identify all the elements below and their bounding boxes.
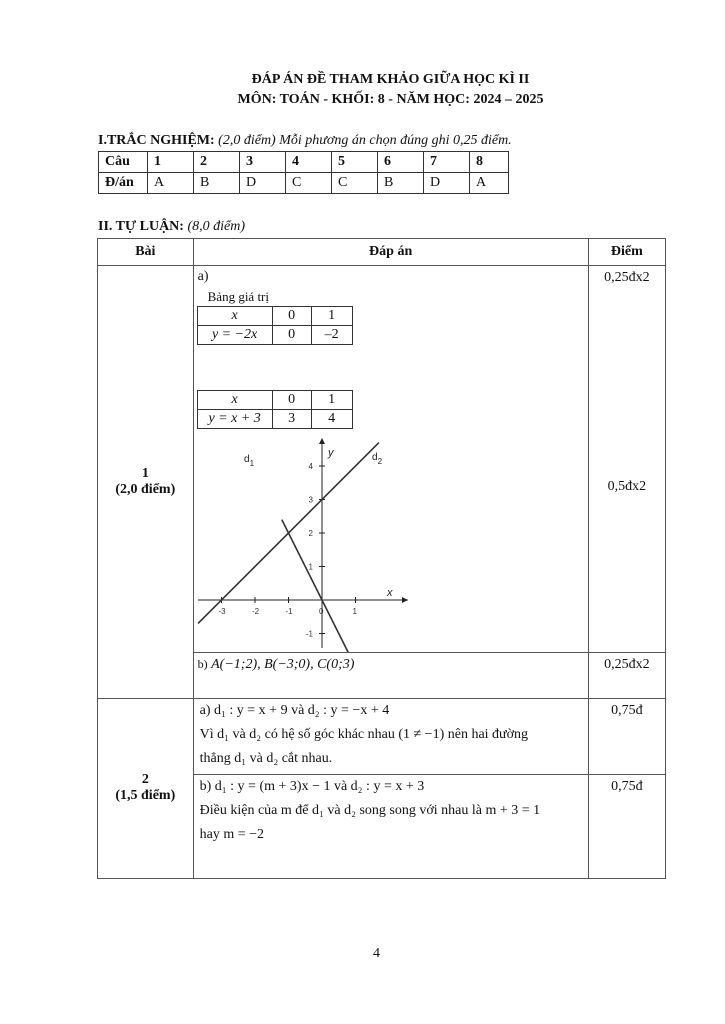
q1-b-label: b)	[197, 656, 208, 671]
page-number: 4	[373, 946, 380, 961]
part1-heading: I.TRẮC NGHIỆM:	[98, 133, 215, 148]
q1-b-line	[198, 657, 355, 673]
y-tick-label: 1	[308, 562, 313, 572]
t1-h3: 1	[311, 307, 352, 326]
x-tick-label: -3	[218, 607, 226, 617]
title-line-1: ĐÁP ÁN ĐỀ THAM KHẢO GIỮA HỌC KÌ II	[251, 72, 530, 87]
mcq-q: 8	[470, 152, 509, 173]
q2-part-a-row	[98, 698, 666, 774]
q2-b-score: 0,75đ	[588, 774, 665, 878]
q2-a-line-3: thẳng d₁ và d₂ cắt nhau.	[199, 750, 333, 766]
y-tick-label: 3	[308, 495, 313, 505]
col-dapan: Đáp án	[193, 239, 588, 266]
x-tick-label: -2	[251, 607, 259, 617]
mcq-a: A	[470, 173, 509, 194]
part2-heading-line	[98, 219, 245, 235]
q1-number: 1	[141, 465, 149, 481]
t1-h1: x	[197, 307, 272, 326]
x-tick-label: 1	[352, 607, 357, 617]
x-axis-label: x	[386, 587, 393, 600]
essay-header-row	[98, 239, 666, 266]
function-graph	[194, 434, 414, 652]
q1-a-score-cell	[588, 266, 665, 653]
q1-a-score-2: 0,5đx2	[607, 479, 647, 495]
mcq-row-label-a: Đ/án	[99, 173, 148, 194]
t2-h3: 1	[311, 391, 352, 410]
t2-r3: 4	[311, 410, 352, 429]
mcq-a: D	[424, 173, 470, 194]
mcq-q: 5	[332, 152, 378, 173]
d2-label: $d_2$	[371, 452, 382, 467]
mcq-q: 1	[148, 152, 194, 173]
t1-h2: 0	[272, 307, 311, 326]
q2-number: 2	[141, 772, 149, 788]
mcq-q: 2	[194, 152, 240, 173]
t2-h2: 0	[272, 391, 311, 410]
q2-b-line-1: b) d₁ : y = (m + 3)x − 1 và d₂ : y = x + 3	[199, 778, 425, 794]
q1-label-cell	[98, 266, 194, 699]
col-bai: Bài	[98, 239, 194, 266]
x-tick-label: 0	[318, 607, 324, 617]
x-tick-label: -1	[285, 607, 293, 617]
q1-b-text: A(−1;2), B(−3;0), C(0;3)	[211, 656, 355, 672]
series-line-d1	[281, 520, 348, 652]
y-axis-label: y	[327, 447, 334, 460]
q1-b-content	[193, 652, 588, 698]
q1-a-score-1: 0,25đx2	[604, 270, 650, 286]
col-diem: Điểm	[588, 239, 665, 266]
t1-r1: y = −2x	[197, 326, 272, 345]
t1-r2: 0	[272, 326, 311, 345]
t2-r2: 3	[272, 410, 311, 429]
part2-note: (8,0 điểm)	[187, 219, 246, 234]
t2-h1: x	[197, 391, 272, 410]
mcq-q: 7	[424, 152, 470, 173]
q1-points: (2,0 điểm)	[115, 481, 176, 497]
mcq-a: D	[240, 173, 286, 194]
title-line-2: MÔN: TOÁN - KHỐI: 8 - NĂM HỌC: 2024 – 2025	[237, 92, 544, 107]
mcq-a: C	[286, 173, 332, 194]
part2-heading: II. TỰ LUẬN:	[98, 219, 184, 234]
q2-a-line-2: Vì d₁ và d₂ có hệ số góc khác nhau (1 ≠ −1) nên hai đường	[199, 726, 529, 742]
q1-b-score: 0,25đx2	[588, 652, 665, 698]
mcq-answer-table	[98, 151, 509, 194]
y-tick-label: 2	[308, 529, 313, 539]
q2-a-content	[193, 698, 588, 774]
mcq-row-label-q: Câu	[99, 152, 148, 173]
q2-a-score: 0,75đ	[588, 698, 665, 774]
q2-b-line-2: Điều kiện của m để d₁ và d₂ song song với nhau là m + 3 = 1	[199, 802, 541, 818]
mcq-q: 3	[240, 152, 286, 173]
part1-heading-line	[98, 133, 512, 149]
mcq-a: C	[332, 173, 378, 194]
value-table-1	[197, 306, 353, 345]
mcq-a: B	[194, 173, 240, 194]
y-tick-label: -1	[305, 629, 313, 639]
y-axis-arrow	[319, 438, 325, 444]
value-table-2	[197, 390, 353, 429]
series-line-d2	[198, 443, 379, 624]
q1-a-label: a)	[197, 269, 209, 285]
x-axis-arrow	[402, 597, 408, 603]
part1-note: (2,0 điểm) Mỗi phương án chọn đúng ghi 0,25 điểm.	[218, 133, 512, 148]
q2-a-line-1: a) d₁ : y = x + 9 và d₂ : y = −x + 4	[199, 702, 390, 718]
value-table-title: Bảng giá trị	[207, 289, 270, 305]
q1-a-content	[193, 266, 588, 653]
mcq-a: A	[148, 173, 194, 194]
q2-b-content	[193, 774, 588, 878]
q2-b-line-3: hay m = −2	[199, 826, 265, 842]
essay-answer-table	[97, 238, 666, 879]
mcq-question-row	[99, 152, 509, 173]
y-tick-label: 4	[308, 462, 313, 472]
q1-part-a-row	[98, 266, 666, 653]
mcq-q: 4	[286, 152, 332, 173]
mcq-answer-row	[99, 173, 509, 194]
d1-label: $d_1$	[243, 454, 254, 469]
mcq-q: 6	[378, 152, 424, 173]
mcq-a: B	[378, 173, 424, 194]
t2-r1: y = x + 3	[197, 410, 272, 429]
q2-label-cell	[98, 698, 194, 878]
t1-r3: –2	[311, 326, 352, 345]
q2-points: (1,5 điểm)	[115, 788, 176, 804]
